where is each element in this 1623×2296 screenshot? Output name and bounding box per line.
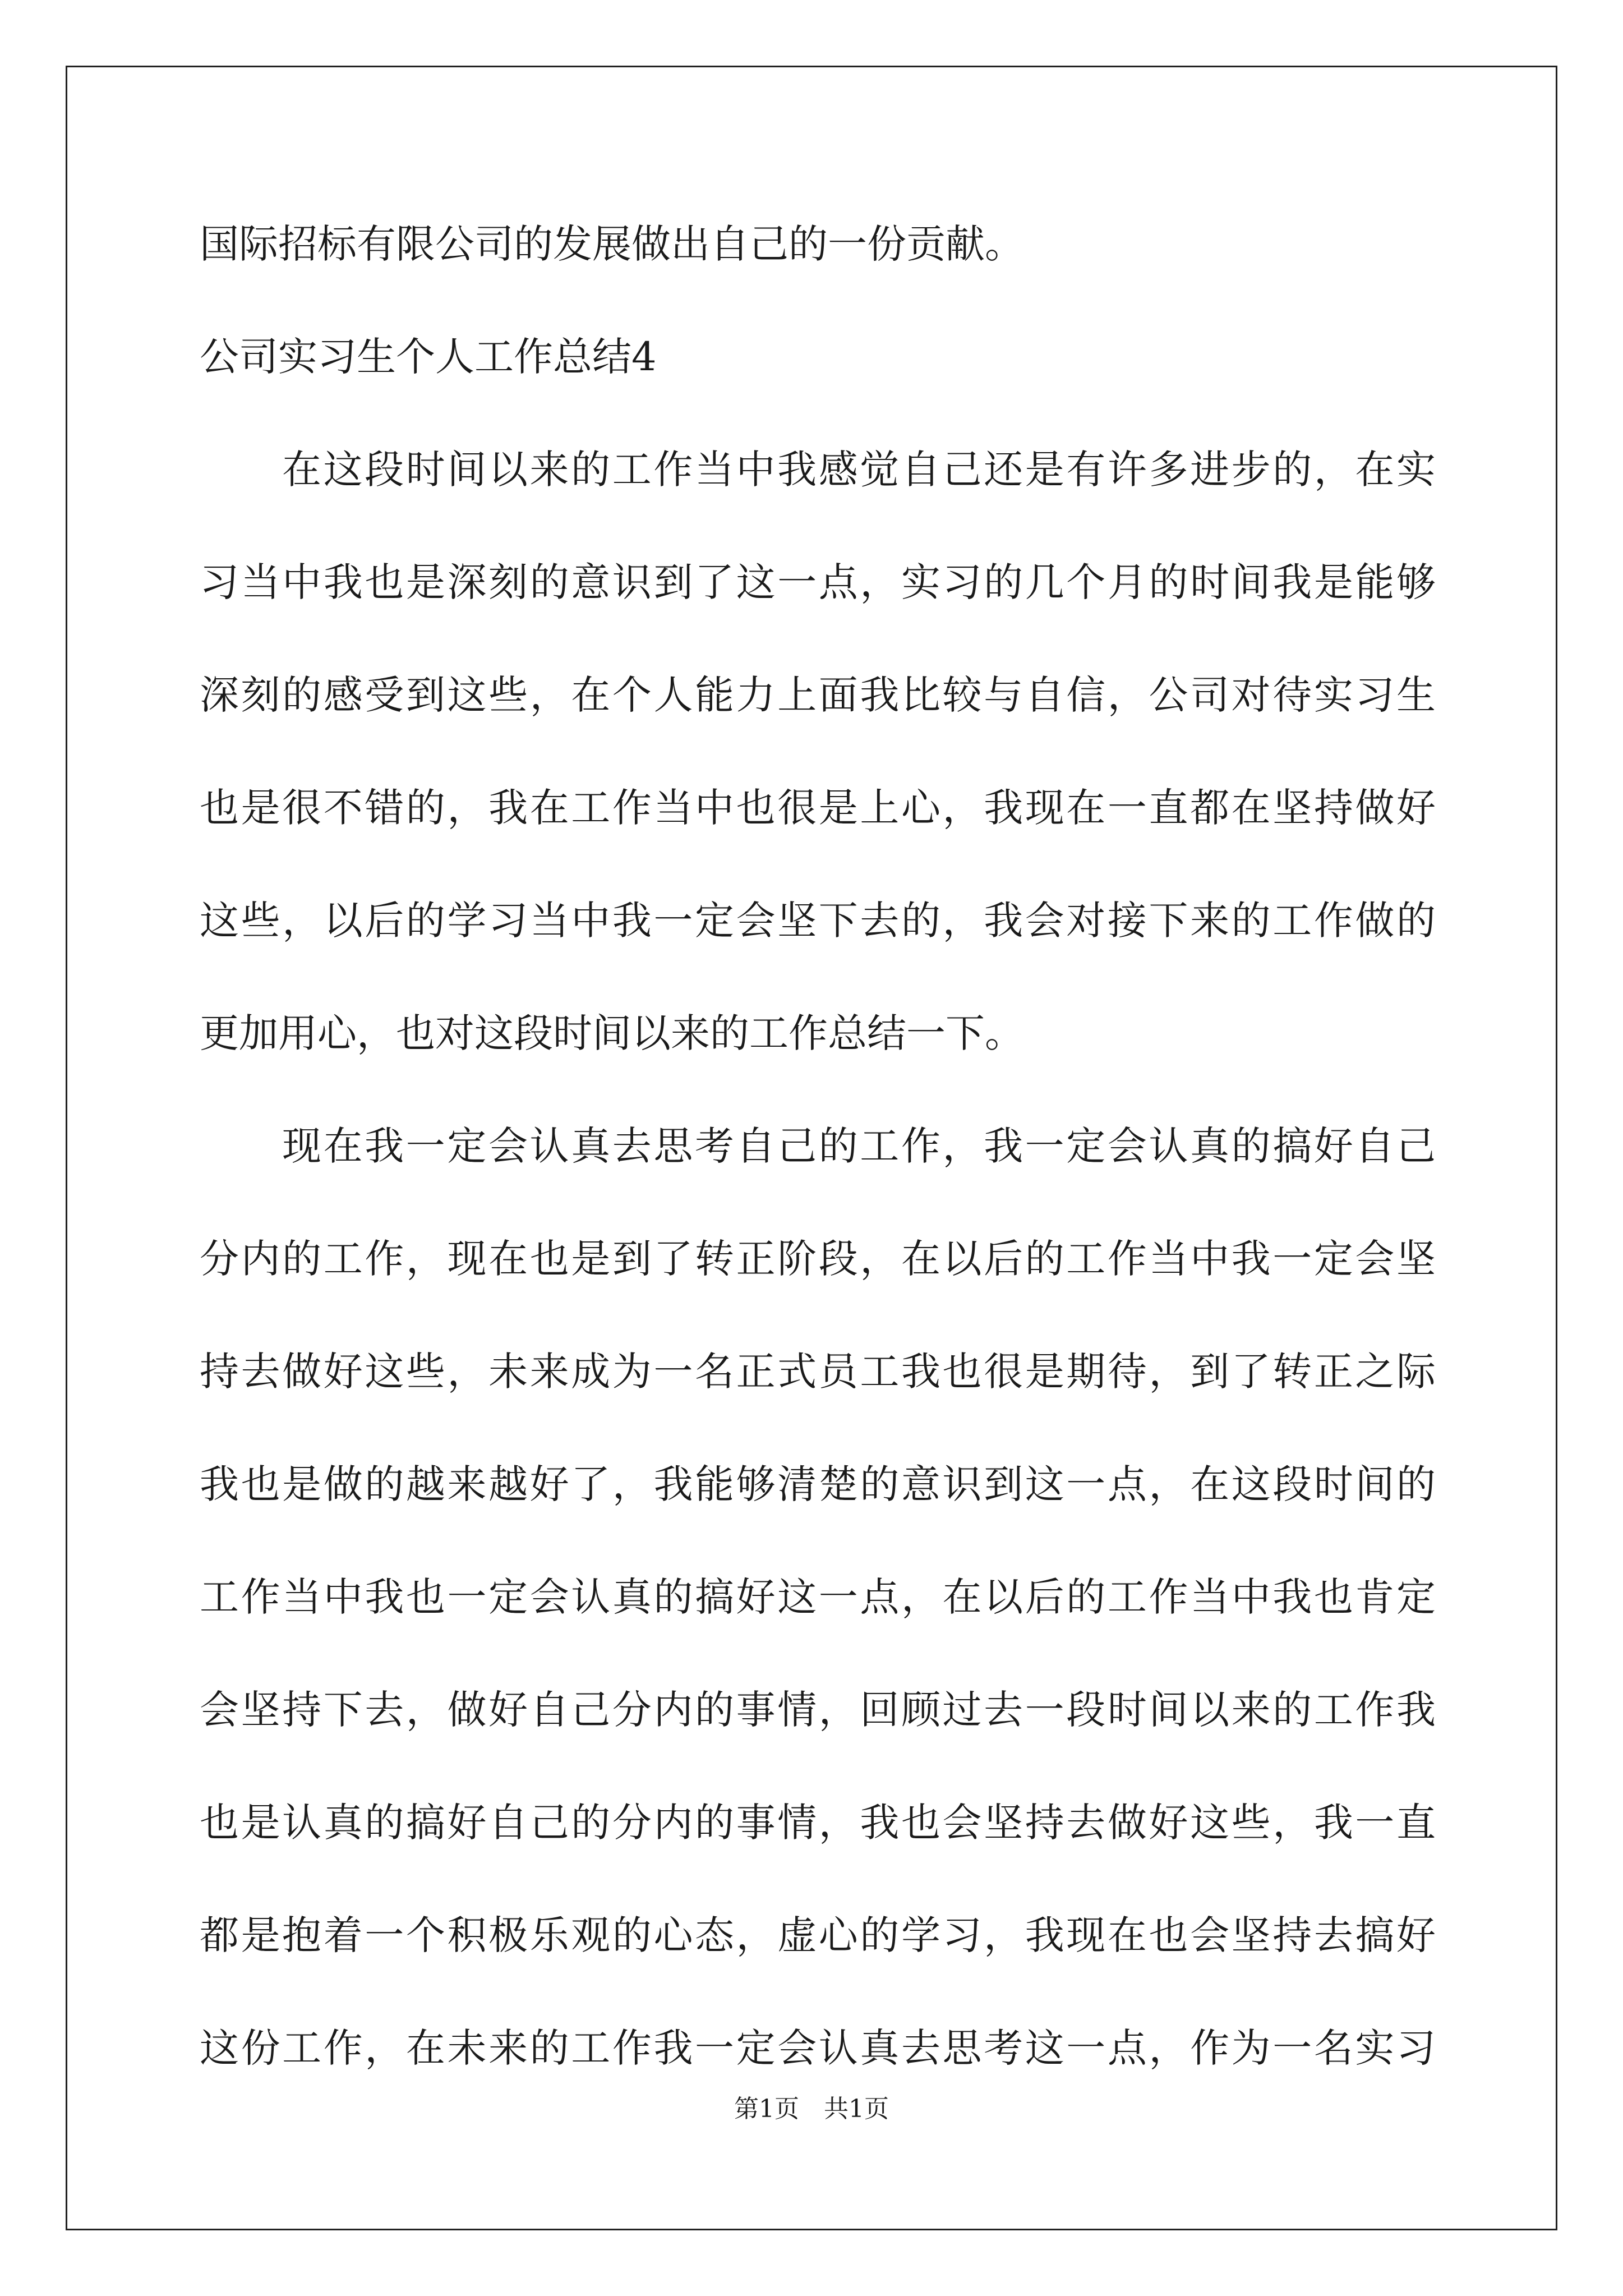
text-line: 深刻的感受到这些，在个人能力上面我比较与自信，公司对待实习生 <box>200 672 1436 718</box>
text-line: 也是很不错的，我在工作当中也很是上心，我现在一直都在坚持做好 <box>200 785 1436 831</box>
page-number: 第1页 共1页 <box>734 2095 889 2123</box>
page-footer <box>0 2092 1623 2126</box>
text-line: 这份工作，在未来的工作我一定会认真去思考这一点，作为一名实习 <box>200 2025 1436 2071</box>
text-line: 我也是做的越来越好了，我能够清楚的意识到这一点，在这段时间的 <box>200 1461 1436 1507</box>
text-line: 工作当中我也一定会认真的搞好这一点，在以后的工作当中我也肯定 <box>200 1574 1436 1620</box>
text-line: 在这段时间以来的工作当中我感觉自己还是有许多进步的，在实 <box>282 447 1436 493</box>
text-line: 分内的工作，现在也是到了转正阶段，在以后的工作当中我一定会坚 <box>200 1236 1436 1282</box>
text-line: 更加用心，也对这段时间以来的工作总结一下。 <box>200 1010 1024 1056</box>
text-line: 会坚持下去，做好自己分内的事情，回顾过去一段时间以来的工作我 <box>200 1687 1436 1733</box>
text-line: 也是认真的搞好自己的分内的事情，我也会坚持去做好这些，我一直 <box>200 1800 1436 1846</box>
text-line: 习当中我也是深刻的意识到了这一点，实习的几个月的时间我是能够 <box>200 559 1436 605</box>
text-line: 持去做好这些，未来成为一名正式员工我也很是期待，到了转正之际 <box>200 1349 1436 1395</box>
document-body <box>200 216 1436 2133</box>
text-line: 公司实习生个人工作总结4 <box>200 334 657 380</box>
text-line: 国际招标有限公司的发展做出自己的一份贡献。 <box>200 221 1024 267</box>
text-line: 现在我一定会认真去思考自己的工作，我一定会认真的搞好自己 <box>282 1123 1436 1169</box>
text-line: 这些，以后的学习当中我一定会坚下去的，我会对接下来的工作做的 <box>200 898 1436 944</box>
text-line: 都是抱着一个积极乐观的心态，虚心的学习，我现在也会坚持去搞好 <box>200 1912 1436 1958</box>
